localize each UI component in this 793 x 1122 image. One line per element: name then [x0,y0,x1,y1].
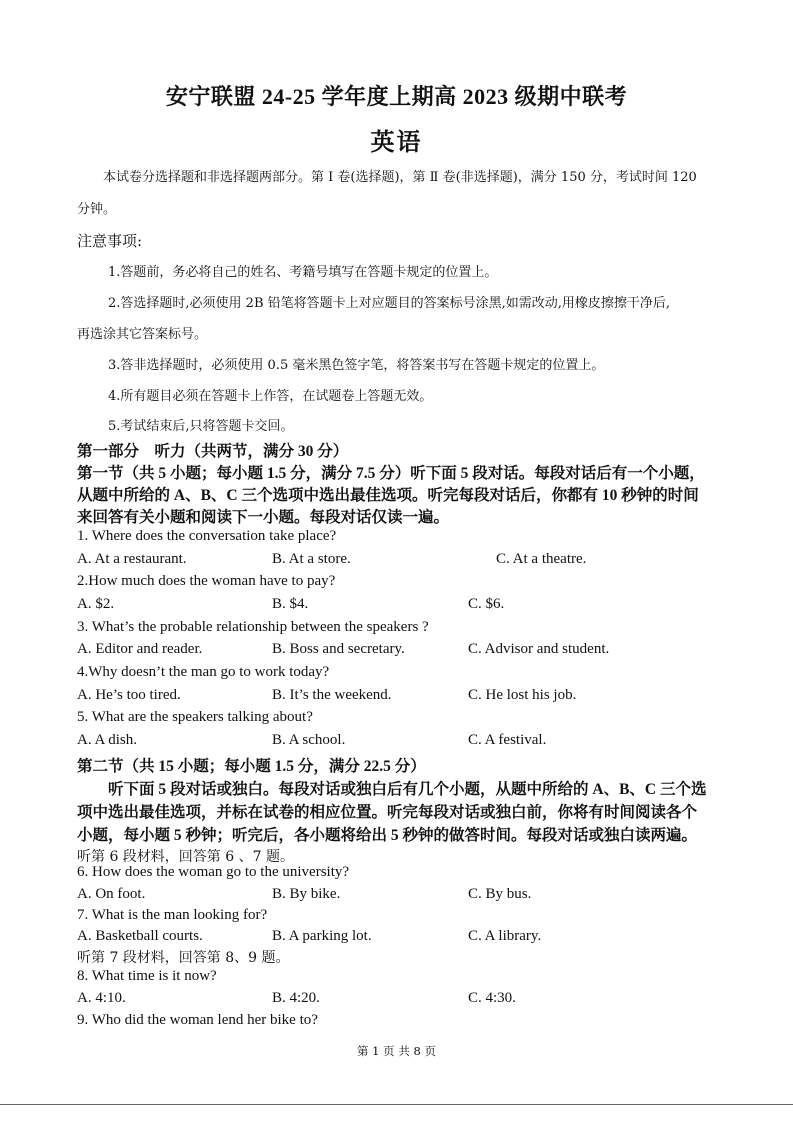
option-c: C. 4:30. [468,990,516,1006]
note-item: 3.答非选择题时，必须使用 0.5 毫米黑色签字笔，将答案书写在答题卡规定的位置上。 [108,358,605,373]
question-text: 5. What are the speakers talking about? [77,709,313,725]
intro-line-1: 本试卷分选择题和非选择题两部分。第 I 卷(选择题)，第 Ⅱ 卷(非选择题)，满分 150 分，考试时间 120 [103,170,697,185]
option-b: B. $4. [272,596,309,612]
question-text: 9. Who did the woman lend her bike to? [77,1012,318,1028]
material-label: 听第 6 段材料，回答第 6 、7 题。 [77,849,294,865]
section2-line: 项中选出最佳选项，并标在试卷的相应位置。听完每段对话或独白前，你将有时间阅读各个 [77,804,698,821]
option-a: A. At a restaurant. [77,551,187,567]
question-text: 3. What’s the probable relationship between the speakers ? [77,619,429,635]
question-text: 8. What time is it now? [77,968,217,984]
option-a: A. A dish. [77,732,138,748]
note-item: 1.答题前，务必将自己的姓名、考籍号填写在答题卡规定的位置上。 [108,265,498,280]
option-c: C. $6. [468,596,505,612]
option-b: B. It’s the weekend. [272,687,392,703]
option-c: C. He lost his job. [468,687,577,703]
option-a: A. Basketball courts. [77,928,203,944]
question-text: 4.Why doesn’t the man go to work today? [77,664,330,680]
question-text: 1. Where does the conversation take place? [77,528,337,544]
note-item: 4.所有题目必须在答题卡上作答，在试题卷上答题无效。 [108,389,433,404]
option-b: B. By bike. [272,886,341,902]
option-b: B. 4:20. [272,990,320,1006]
question-text: 7. What is the man looking for? [77,907,268,923]
option-b: B. Boss and secretary. [272,641,405,657]
section1-line: 第一节（共 5 小题；每小题 1.5 分，满分 7.5 分）听下面 5 段对话。每段对话后有一个小题， [77,465,705,482]
option-c: C. By bus. [468,886,532,902]
option-b: B. A school. [272,732,346,748]
section1-line: 来回答有关小题和阅读下一小题。每段对话仅读一遍。 [77,509,450,526]
part1-heading: 第一部分 听力（共两节，满分 30 分） [77,443,349,460]
page-footer: 第 1 页 共 8 页 [357,1044,436,1058]
option-b: B. At a store. [272,551,351,567]
notes-heading: 注意事项: [77,232,143,250]
intro-line-2: 分钟。 [77,202,117,217]
option-a: A. He’s too tired. [77,687,181,703]
option-a: A. 4:10. [77,990,126,1006]
option-b: B. A parking lot. [272,928,372,944]
option-c: C. A festival. [468,732,547,748]
section1-line: 从题中所给的 A、B、C 三个选项中选出最佳选项。听完每段对话后，你都有 10 秒钟的时间 [77,487,699,504]
question-text: 6. How does the woman go to the university? [77,864,350,880]
option-a: A. On foot. [77,886,146,902]
note-item: 2.答选择题时,必须使用 2B 铅笔将答题卡上对应题目的答案标号涂黑,如需改动,用橡皮擦擦干净后, [108,296,671,311]
material-label: 听第 7 段材料，回答第 8、9 题。 [77,950,290,966]
option-c: C. At a theatre. [496,551,587,567]
exam-title: 安宁联盟 24-25 学年度上期高 2023 级期中联考 [165,84,628,109]
note-item: 5.考试结束后,只将答题卡交回。 [108,419,294,434]
option-c: C. Advisor and student. [468,641,610,657]
option-a: A. Editor and reader. [77,641,203,657]
note-item: 再选涂其它答案标号。 [77,327,208,342]
page-bottom-divider [0,1104,793,1105]
option-a: A. $2. [77,596,115,612]
option-c: C. A library. [468,928,542,944]
question-text: 2.How much does the woman have to pay? [77,573,336,589]
section2-heading: 第二节（共 15 小题；每小题 1.5 分，满分 22.5 分） [77,758,426,775]
subject-title: 英语 [370,130,423,156]
section2-line: 听下面 5 段对话或独白。每段对话或独白后有几个小题，从题中所给的 A、B、C 三个选 [77,781,707,798]
section2-line: 小题，每小题 5 秒钟；听完后，各小题将给出 5 秒钟的做答时间。每段对话或独白读两遍。 [77,827,698,844]
